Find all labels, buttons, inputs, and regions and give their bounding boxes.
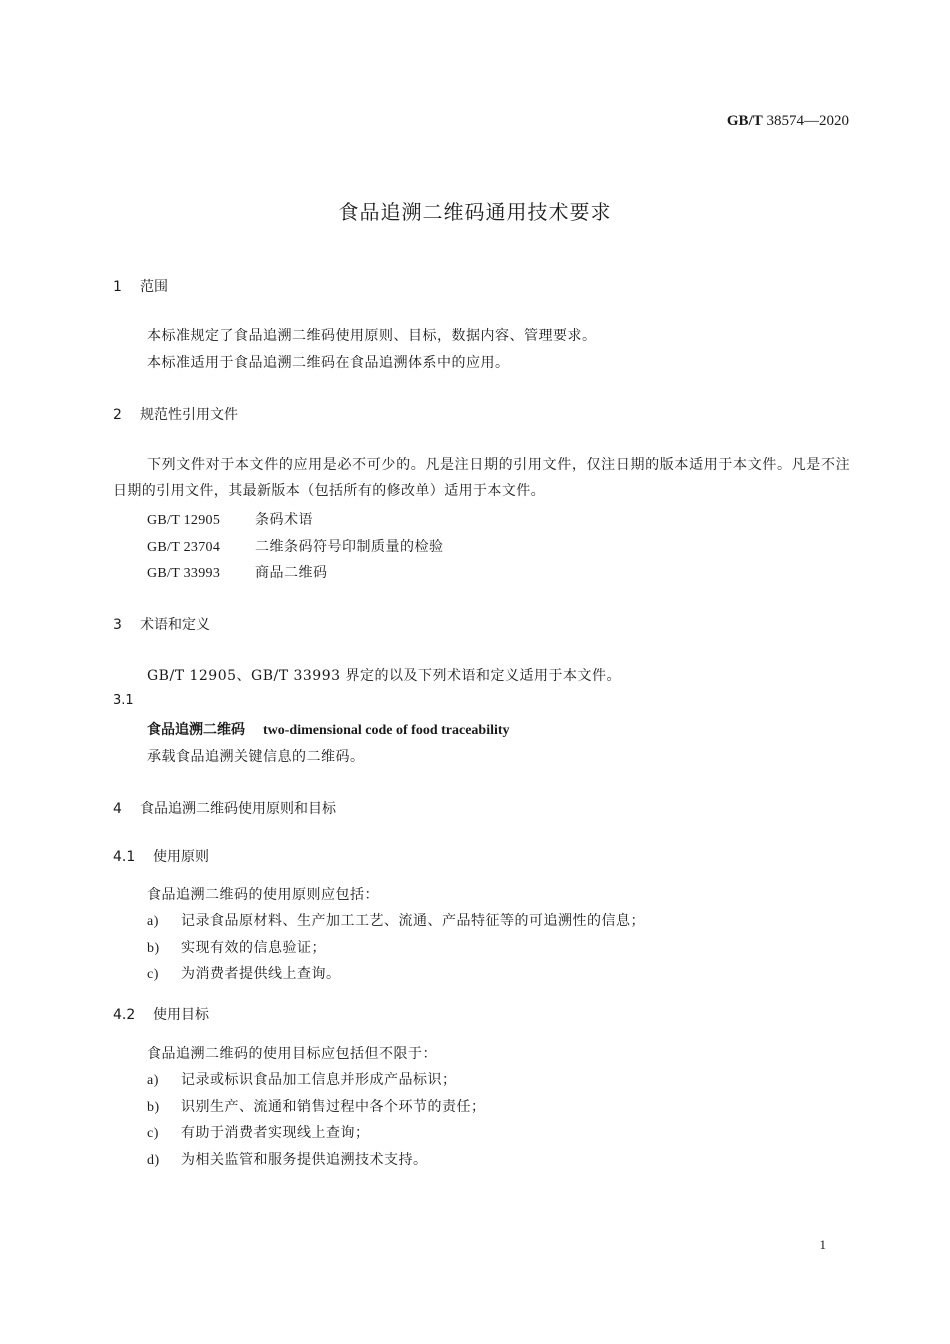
list-text: 记录或标识食品加工信息并形成产品标识； [181, 1072, 457, 1088]
term-english: two-dimensional code of food traceability [263, 723, 510, 738]
section-title: 规范性引用文件 [140, 407, 238, 423]
section-1-heading [113, 276, 168, 296]
list-item [147, 1069, 457, 1089]
section-2-heading [113, 404, 238, 424]
list-text: 有助于消费者实现线上查询； [181, 1125, 370, 1141]
reference-item [147, 509, 313, 529]
list-marker: a) [147, 914, 159, 929]
list-item [147, 1096, 486, 1116]
subsection-title: 使用目标 [153, 1007, 209, 1023]
paragraph: 下列文件对于本文件的应用是必不可少的。凡是注日期的引用文件，仅注日期的版本适用于本文件。凡是不注日期的引用文件，其最新版本（包括所有的修改单）适用于本文件。 [113, 457, 850, 499]
reference-code: GB/T 33993 [147, 566, 221, 581]
list-text: 记录食品原材料、生产加工工艺、流通、产品特征等的可追溯性的信息； [181, 913, 645, 929]
reference-item [147, 562, 328, 582]
standard-code-prefix: GB/T [726, 113, 763, 129]
list-text: 识别生产、流通和销售过程中各个环节的责任； [181, 1099, 486, 1115]
term-definition: 承载食品追溯关键信息的二维码。 [147, 749, 365, 765]
section-title: 食品追溯二维码使用原则和目标 [140, 801, 336, 817]
paragraph: 食品追溯二维码的使用目标应包括但不限于： [147, 1046, 437, 1062]
list-item [147, 937, 326, 957]
reference-title: 条码术语 [255, 512, 313, 528]
section-4-heading [113, 798, 336, 818]
paragraph: 本标准适用于食品追溯二维码在食品追溯体系中的应用。 [147, 355, 510, 371]
reference-code: GB/T 12905 [147, 513, 221, 528]
subsection-4-2-heading [113, 1004, 209, 1024]
reference-title: 二维条码符号印制质量的检验 [255, 539, 444, 555]
reference-title: 商品二维码 [255, 565, 328, 581]
section-number: 3 [113, 617, 122, 633]
section-3-heading [113, 614, 210, 634]
standard-code [727, 113, 849, 130]
list-text: 为消费者提供线上查询。 [181, 966, 341, 982]
section-number: 4 [113, 801, 122, 817]
list-marker: b) [147, 1100, 160, 1115]
list-marker: b) [147, 941, 160, 956]
standard-code-number: 38574—2020 [766, 113, 849, 129]
list-text: 实现有效的信息验证； [181, 940, 326, 956]
paragraph: 食品追溯二维码的使用原则应包括： [147, 887, 379, 903]
term-number: 3.1 [113, 693, 134, 708]
list-item [147, 1149, 428, 1169]
section-title: 范围 [140, 279, 168, 295]
subsection-4-1-heading [113, 846, 209, 866]
subsection-number: 4.1 [113, 849, 136, 865]
section-number: 1 [113, 279, 122, 295]
list-marker: d) [147, 1153, 160, 1168]
list-item [147, 1122, 370, 1142]
list-marker: c) [147, 967, 159, 982]
section-title: 术语和定义 [140, 617, 210, 633]
list-marker: a) [147, 1073, 159, 1088]
paragraph: GB/T 12905、GB/T 33993 界定的以及下列术语和定义适用于本文件。 [147, 668, 621, 684]
paragraph: 本标准规定了食品追溯二维码使用原则、目标，数据内容、管理要求。 [147, 328, 597, 344]
list-item [147, 963, 341, 983]
section-number: 2 [113, 407, 122, 423]
subsection-number: 4.2 [113, 1007, 136, 1023]
list-item [147, 910, 645, 930]
term-entry [147, 719, 510, 739]
page-number: 1 [819, 1237, 826, 1252]
reference-code: GB/T 23704 [147, 540, 221, 555]
reference-item [147, 536, 444, 556]
document-title: 食品追溯二维码通用技术要求 [338, 200, 612, 224]
term-chinese: 食品追溯二维码 [147, 722, 245, 738]
subsection-title: 使用原则 [153, 849, 209, 865]
list-marker: c) [147, 1126, 159, 1141]
list-text: 为相关监管和服务提供追溯技术支持。 [181, 1152, 428, 1168]
